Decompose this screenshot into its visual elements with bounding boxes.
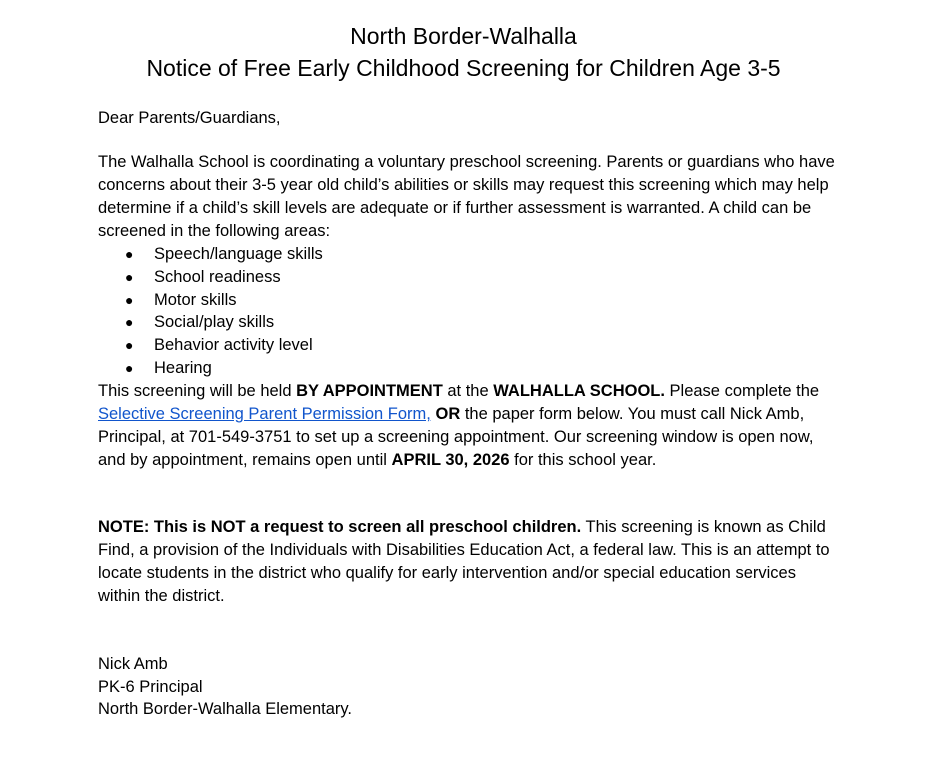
note-emphasis: NOTE: This is NOT a request to screen all preschool children. [98,518,582,536]
list-item [98,289,838,312]
list-item-label: Social/play skills [154,313,275,332]
greeting: Dear Parents/Guardians, [98,109,281,127]
list-item-label: School readiness [154,267,281,286]
list-item [98,266,838,289]
list-item-label: Hearing [154,358,212,377]
list-item [98,357,838,380]
screening-areas-list [98,243,838,380]
bullet-icon: ● [125,359,134,376]
intro-paragraph: The Walhalla School is coordinating a voluntary preschool screening. Parents or guardians who have concerns about their 3-5 year old child’s abilities or skills may request this screening which may help determine if a child’s skill levels are adequate or if further assessment is warranted. A child can be screened in the following areas: [98,153,835,240]
appointment-paragraph: This screening will be held BY APPOINTMENT at the WALHALLA SCHOOL. Please complete the Selective Screening Parent Permission Form, OR the paper form below. You must call Nick Amb, Principal, at 701-549-3751 to set up a screening appointment. Our screening window is open now, and by appointment, remains open until APRIL 30, 2026 for this school year. [98,382,820,469]
school-emphasis: WALHALLA SCHOOL. [493,382,665,400]
list-item-label: Speech/language skills [154,245,323,263]
list-item-label: Behavior activity level [154,336,313,355]
list-item-label: Motor skills [154,290,237,309]
appointment-emphasis: BY APPOINTMENT [296,382,443,400]
document-subtitle: Notice of Free Early Childhood Screening for Children Age 3-5 [146,55,781,81]
document-title: North Border-Walhalla [350,23,577,49]
signature-organization: North Border-Walhalla Elementary. [98,700,353,718]
bullet-icon: ● [125,246,134,262]
note-paragraph: NOTE: This is NOT a request to screen all preschool children. This screening is known as Child Find, a provision of the Individuals with Disabilities Education Act, a federal law. This is an attempt to locate students in the district who qualify for early intervention and/or special education services within the district. [98,518,830,605]
list-item [98,243,838,266]
signature-name: Nick Amb [98,655,168,673]
or-emphasis: OR [435,405,461,423]
bullet-icon: ● [125,268,134,285]
list-item [98,311,838,334]
signature-title: PK-6 Principal [98,678,203,696]
bullet-icon: ● [125,291,134,308]
bullet-icon: ● [125,337,134,354]
list-item [98,334,838,357]
permission-form-link[interactable]: Selective Screening Parent Permission Form, [98,405,431,423]
deadline-date: APRIL 30, 2026 [391,451,510,469]
bullet-icon: ● [125,314,134,331]
